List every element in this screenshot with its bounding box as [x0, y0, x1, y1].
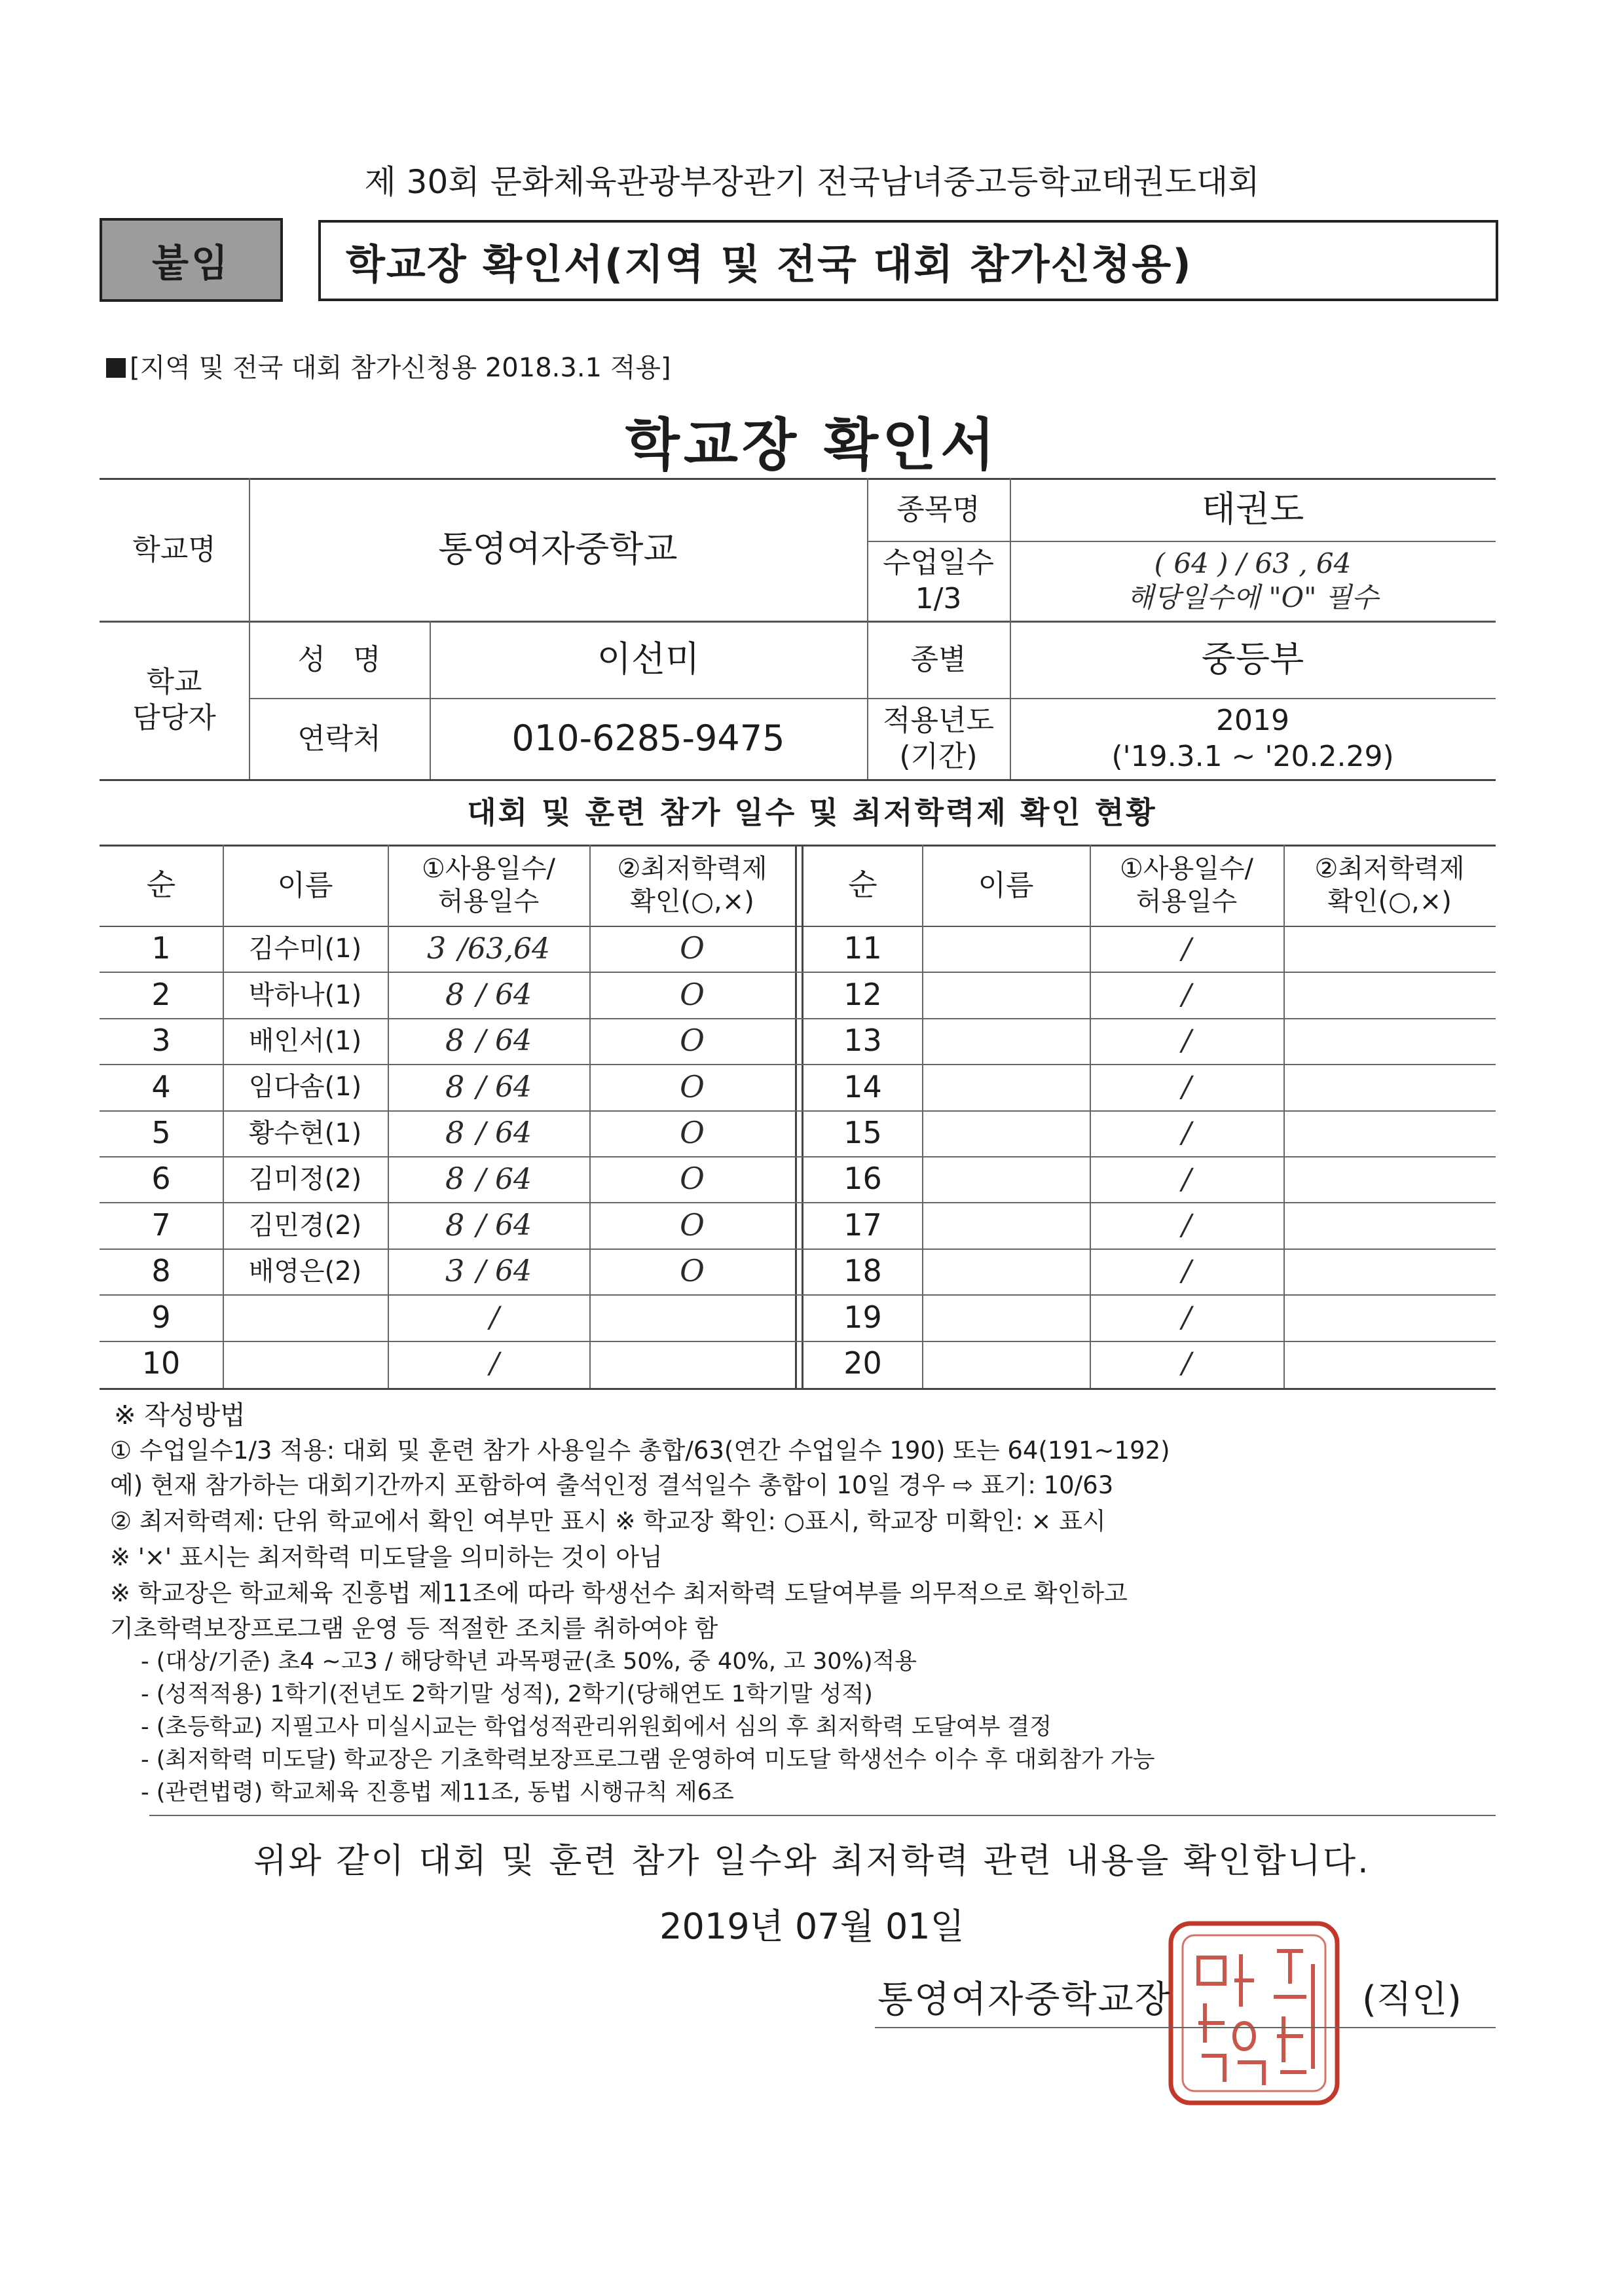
school-days-value	[1010, 541, 1496, 621]
athlete-name	[223, 1294, 388, 1340]
days-used: 8	[445, 1068, 465, 1104]
min-academic-check: O	[680, 1253, 705, 1289]
attachment-badge: 붙임	[100, 218, 283, 302]
days-allowed: /	[1181, 1024, 1192, 1058]
days-used-cell	[388, 1110, 589, 1156]
col-days-left-1: ①사용일수/	[422, 854, 555, 884]
days-used-cell	[388, 1156, 589, 1202]
row-number: 9	[151, 1299, 171, 1335]
contact-person-label	[100, 621, 249, 779]
school-days-label-2: 1/3	[915, 582, 962, 615]
row-number: 3	[151, 1023, 171, 1059]
row-number: 8	[151, 1253, 171, 1289]
col-check-left-1: ②최저학력제	[617, 854, 767, 884]
days-allowed: / 64	[476, 1209, 532, 1243]
row-number: 18	[843, 1253, 882, 1289]
row-number: 6	[151, 1161, 171, 1197]
row-number: 17	[843, 1207, 882, 1243]
year-label-1: 적용년도	[882, 704, 994, 737]
school-days-label	[867, 541, 1010, 621]
note-line: ※ '×' 표시는 최저학력 미도달을 의미하는 것이 아님	[110, 1543, 663, 1571]
note-line: - (최저학력 미도달) 학교장은 기초학력보장프로그램 운영하여 미도달 학생선수 이수 후 대회참가 가능	[141, 1747, 1155, 1773]
confirmation-statement: 위와 같이 대회 및 훈련 참가 일수와 최저학력 관련 내용을 확인합니다.	[253, 1842, 1371, 1881]
phone-value: 010-6285-9475	[511, 718, 785, 759]
days-used-cell	[388, 1248, 589, 1294]
row-number: 16	[843, 1161, 882, 1197]
phone-label: 연락처	[297, 721, 381, 756]
days-allowed: /	[489, 1300, 500, 1334]
year-value	[1010, 698, 1496, 779]
note-line: ※ 학교장은 학교체육 진흥법 제11조에 따라 학생선수 최저학력 도달여부를 의무적으로 확인하고	[110, 1579, 1128, 1607]
col-check-right	[1283, 845, 1496, 926]
school-days-label-1: 수업일수	[882, 546, 994, 579]
note-line: ② 최저학력제: 단위 학교에서 확인 여부만 표시 ※ 학교장 확인: ○표시, 학교장 미확인: × 표시	[110, 1507, 1106, 1535]
athlete-name: 박하나(1)	[248, 979, 362, 1010]
days-used: 8	[445, 1115, 465, 1151]
row-number: 13	[843, 1023, 882, 1059]
year-label-2: (기간)	[899, 740, 978, 773]
min-academic-check	[589, 1341, 795, 1387]
days-used: 8	[445, 1023, 465, 1059]
note-line: - (관련법령) 학교체육 진흥법 제11조, 동법 시행규칙 제6조	[141, 1779, 734, 1806]
year-value-2: ('19.3.1 ~ '20.2.29)	[1111, 740, 1394, 773]
issue-date: 2019년 07월 01일	[659, 1906, 965, 1947]
division-value: 중등부	[1201, 638, 1304, 680]
days-allowed: /	[1181, 1070, 1192, 1104]
year-label	[867, 698, 1010, 779]
col-days-right-2: 허용일수	[1135, 886, 1238, 917]
event-value: 태권도	[1201, 488, 1304, 530]
days-allowed: /	[1181, 1300, 1192, 1334]
row-number: 4	[151, 1068, 171, 1104]
days-used: 8	[445, 976, 465, 1012]
min-academic-check: O	[680, 1023, 705, 1059]
days-used: 3	[426, 930, 447, 966]
days-allowed: /63,64	[458, 932, 551, 966]
document-title: 학교장 확인서	[625, 412, 999, 478]
note-line: ① 수업일수1/3 적용: 대회 및 훈련 참가 사용일수 총합/63(연간 수업일수 190) 또는 64(191~192)	[110, 1436, 1170, 1465]
athlete-name: 배영은(2)	[248, 1256, 362, 1286]
min-academic-check	[589, 1294, 795, 1340]
col-no-left: 순	[146, 867, 176, 903]
school-name-value: 통영여자중학교	[438, 528, 678, 570]
col-check-left	[589, 845, 795, 926]
days-used-cell	[388, 1064, 589, 1110]
col-name-left: 이름	[277, 868, 333, 902]
athlete-name: 김민경(2)	[248, 1210, 362, 1241]
days-used-cell	[388, 1341, 589, 1387]
row-number: 1	[151, 930, 171, 966]
athlete-name: 김미정(2)	[248, 1164, 362, 1195]
school-days-value-2: 해당일수에 "O" 필수	[1127, 581, 1378, 613]
days-used: 8	[445, 1207, 465, 1243]
days-used: 8	[445, 1161, 465, 1197]
athlete-name: 김수미(1)	[248, 934, 362, 964]
days-allowed: /	[1181, 1254, 1192, 1288]
contact-group-1: 학교	[146, 665, 202, 699]
square-bullet-icon	[106, 358, 126, 378]
col-check-right-2: 확인(○,×)	[1327, 886, 1452, 917]
person-name-label: 성 명	[297, 642, 381, 676]
athlete-name	[223, 1341, 388, 1387]
days-allowed: /	[1181, 978, 1192, 1012]
competition-header: 제 30회 문화체육관광부장관기 전국남녀중고등학교태권도대회	[364, 163, 1260, 201]
days-used-cell	[388, 1202, 589, 1248]
note-line: - (대상/기준) 초4 ~고3 / 해당학년 과목평균(초 50%, 중 40%, 고 30%)적용	[141, 1649, 917, 1675]
row-number: 19	[843, 1299, 882, 1335]
days-used-cell	[388, 926, 589, 972]
principal-name: 통영여자중학교장	[877, 1978, 1172, 2021]
col-check-right-1: ②최저학력제	[1314, 854, 1465, 884]
row-number: 20	[843, 1345, 882, 1381]
athlete-name: 임다솜(1)	[248, 1072, 362, 1102]
official-seal-icon	[1166, 1918, 1342, 2108]
row-number: 5	[151, 1115, 171, 1151]
days-allowed: /	[1181, 1162, 1192, 1196]
col-days-right	[1090, 845, 1283, 926]
row-number: 12	[843, 976, 882, 1012]
days-allowed: /	[1181, 932, 1192, 966]
days-allowed: /	[1181, 1347, 1192, 1381]
days-allowed: / 64	[476, 1070, 532, 1104]
col-name-right: 이름	[978, 868, 1034, 902]
days-used: 3	[445, 1253, 465, 1289]
note-line: 기초학력보장프로그램 운영 등 적절한 조치를 취하여야 함	[110, 1614, 718, 1643]
row-number: 14	[843, 1068, 882, 1104]
days-allowed: / 64	[476, 1116, 532, 1150]
school-days-value-1: ( 64 ) / 63 , 64	[1154, 547, 1352, 579]
min-academic-check: O	[680, 976, 705, 1012]
person-name-value: 이선미	[597, 638, 700, 680]
min-academic-check: O	[680, 1207, 705, 1243]
min-academic-check: O	[680, 930, 705, 966]
section-title: 대회 및 훈련 참가 일수 및 최저학력제 확인 현황	[467, 795, 1157, 830]
event-label: 종목명	[896, 492, 980, 526]
year-value-1: 2019	[1216, 704, 1289, 737]
athlete-name: 배인서(1)	[248, 1025, 362, 1056]
days-used-cell	[388, 972, 589, 1017]
row-number: 15	[843, 1115, 882, 1151]
days-used-cell	[388, 1018, 589, 1064]
row-number: 11	[843, 930, 882, 966]
athlete-name: 황수현(1)	[248, 1118, 362, 1148]
form-title-box: 학교장 확인서(지역 및 전국 대회 참가신청용)	[318, 220, 1498, 301]
contact-group-2: 담당자	[132, 701, 216, 735]
row-number: 10	[141, 1345, 181, 1381]
seal-label: (직인)	[1362, 1978, 1462, 2021]
note-line: - (초등학교) 지필고사 미실시교는 학업성적관리위원회에서 심의 후 최저학력 도달여부 결정	[141, 1714, 1052, 1740]
school-name-label: 학교명	[132, 532, 216, 566]
min-academic-check: O	[680, 1115, 705, 1151]
days-allowed: /	[1181, 1209, 1192, 1243]
days-allowed: / 64	[476, 1254, 532, 1288]
days-allowed: / 64	[476, 1162, 532, 1196]
info-table	[100, 478, 1496, 779]
division-label: 종별	[910, 642, 967, 676]
col-check-left-2: 확인(○,×)	[630, 886, 754, 917]
note-line: 예) 현재 참가하는 대회기간까지 포함하여 출석인정 결석일수 총합이 10일 경우 ⇨ 표기: 10/63	[110, 1471, 1114, 1499]
subnote-text: [지역 및 전국 대회 참가신청용 2018.3.1 적용]	[130, 353, 671, 383]
days-allowed: /	[1181, 1116, 1192, 1150]
col-days-left-2: 허용일수	[437, 886, 540, 917]
note-line: ※ 작성방법	[114, 1400, 246, 1430]
row-number: 2	[151, 976, 171, 1012]
min-academic-check: O	[680, 1068, 705, 1104]
col-no-right: 순	[848, 867, 877, 903]
instructions	[0, 1394, 1624, 1813]
col-days-right-1: ①사용일수/	[1120, 854, 1253, 884]
participation-table	[100, 845, 1496, 1388]
min-academic-check: O	[680, 1161, 705, 1197]
days-allowed: / 64	[476, 1024, 532, 1058]
row-number: 7	[151, 1207, 171, 1243]
col-days-left	[388, 845, 589, 926]
days-allowed: /	[489, 1347, 500, 1381]
note-line: - (성적적용) 1학기(전년도 2학기말 성적), 2학기(당해연도 1학기말 성적)	[141, 1681, 873, 1707]
days-allowed: / 64	[476, 978, 532, 1012]
days-used-cell	[388, 1294, 589, 1340]
form-subnote	[106, 347, 671, 384]
